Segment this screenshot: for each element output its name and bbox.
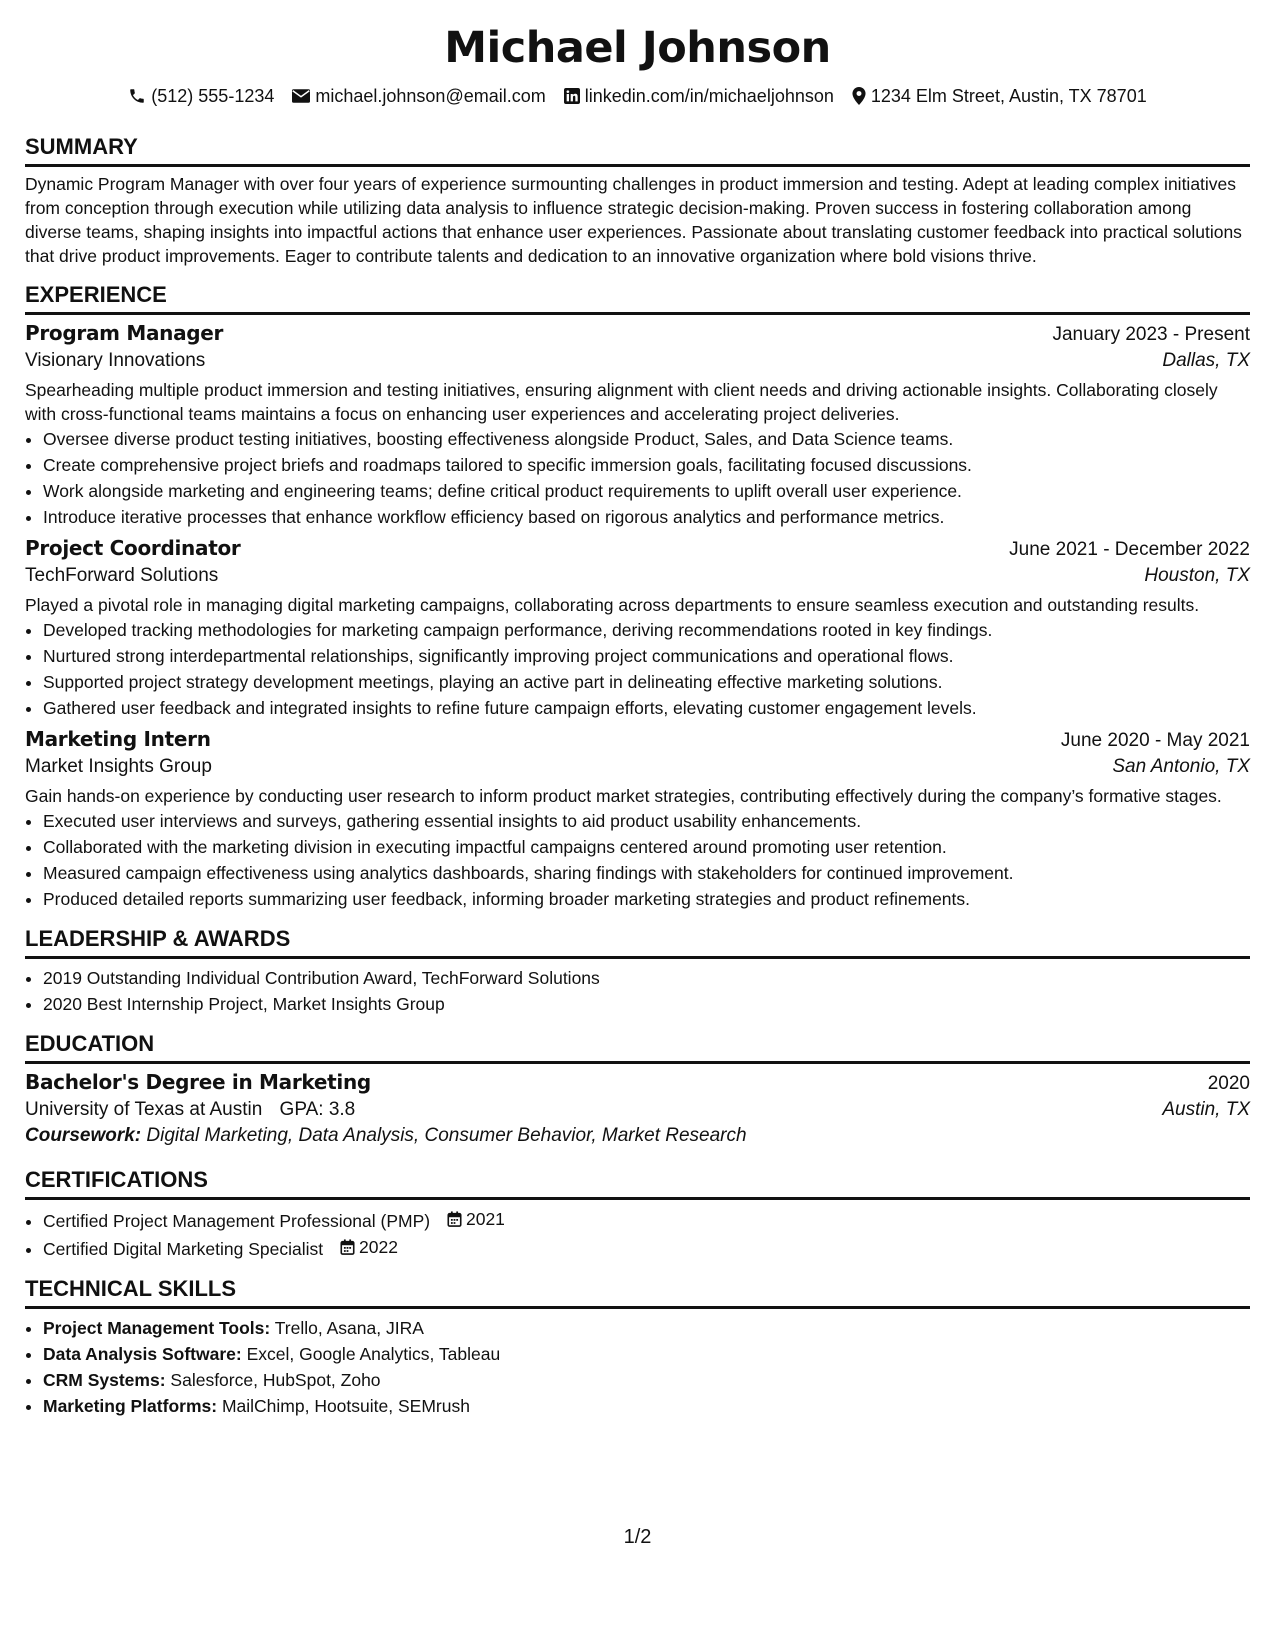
list-item: • Create comprehensive project briefs and roadmaps tailored to specific immersion goals, facilitating focused discussions. bbox=[43, 452, 1250, 478]
envelope-icon bbox=[292, 89, 310, 103]
degree-title: Bachelor's Degree in Marketing bbox=[25, 1070, 371, 1094]
skill-label: Marketing Platforms: bbox=[43, 1396, 218, 1416]
skill-value: Excel, Google Analytics, Tableau bbox=[246, 1344, 501, 1364]
coursework-label: Coursework: bbox=[25, 1125, 142, 1146]
awards-list bbox=[25, 965, 1250, 1017]
summary-section bbox=[25, 134, 1250, 268]
section-title-certifications: CERTIFICATIONS bbox=[25, 1167, 1250, 1200]
skill-label: Project Management Tools: bbox=[43, 1318, 271, 1338]
section-title-summary: SUMMARY bbox=[25, 134, 1250, 167]
job-title: Project Coordinator bbox=[25, 536, 241, 560]
certification-name: Certified Project Management Professional (PMP) bbox=[43, 1211, 431, 1231]
section-title-experience: EXPERIENCE bbox=[25, 282, 1250, 315]
coursework bbox=[25, 1125, 1250, 1147]
leadership-section bbox=[25, 926, 1250, 1017]
contact-linkedin[interactable] bbox=[564, 86, 834, 107]
calendar-icon bbox=[447, 1211, 462, 1227]
list-item: • Introduce iterative processes that enhance workflow efficiency based on rigorous analytics and performance metrics. bbox=[43, 504, 1250, 530]
certifications-section bbox=[25, 1167, 1250, 1262]
address-text: 1234 Elm Street, Austin, TX 78701 bbox=[870, 85, 1147, 106]
job-description: Played a pivotal role in managing digital marketing campaigns, collaborating across departments to ensure seamless execution and outstanding results. bbox=[25, 595, 1200, 615]
job-entry bbox=[25, 727, 1250, 912]
list-item: • 2020 Best Internship Project, Market Insights Group bbox=[43, 991, 1250, 1017]
skills-section bbox=[25, 1276, 1250, 1419]
list-item: • Nurtured strong interdepartmental relationships, significantly improving project communications and operational flows. bbox=[43, 643, 1250, 669]
school-name: University of Texas at Austin bbox=[25, 1099, 263, 1120]
job-location: Dallas, TX bbox=[1162, 350, 1250, 371]
job-bullets bbox=[25, 426, 1250, 530]
education-section bbox=[25, 1031, 1250, 1147]
list-item bbox=[43, 1367, 1250, 1393]
skill-value: Trello, Asana, JIRA bbox=[274, 1318, 424, 1338]
coursework-text: Digital Marketing, Data Analysis, Consumer Behavior, Market Research bbox=[146, 1125, 747, 1146]
summary-text: Dynamic Program Manager with over four years of experience surmounting challenges in product immersion and testing. Adept at leading complex initiatives from conception through execution while utilizing data analysis to influence strategic decision-making. Proven success in fostering collaboration among diverse teams, shaping insights into impactful actions that enhance user experiences. Passionate about translating customer feedback into practical solutions that drive product improvements. Eager to contribute talents and dedication to an innovative organization where bold visions thrive. bbox=[25, 174, 1242, 266]
list-item: • Supported project strategy development meetings, playing an active part in delineating effective marketing solutions. bbox=[43, 669, 1250, 695]
linkedin-icon bbox=[564, 88, 580, 104]
job-bullets bbox=[25, 617, 1250, 721]
list-item: • Developed tracking methodologies for marketing campaign performance, deriving recommendations rooted in key findings. bbox=[43, 617, 1250, 643]
job-company: Market Insights Group bbox=[25, 756, 212, 777]
section-title-skills: TECHNICAL SKILLS bbox=[25, 1276, 1250, 1309]
skill-label: CRM Systems: bbox=[43, 1370, 166, 1390]
certifications-list bbox=[25, 1206, 1250, 1262]
certification-date bbox=[340, 1234, 398, 1260]
list-item bbox=[43, 1341, 1250, 1367]
job-description: Gain hands-on experience by conducting user research to inform product market strategies, contributing effectively during the company’s formative stages. bbox=[25, 786, 1222, 806]
contact-email[interactable] bbox=[292, 86, 545, 107]
list-item: • Collaborated with the marketing division in executing impactful campaigns centered around promoting user retention. bbox=[43, 834, 1250, 860]
certification-name: Certified Digital Marketing Specialist bbox=[43, 1239, 324, 1259]
job-company: Visionary Innovations bbox=[25, 350, 206, 371]
email-text[interactable]: michael.johnson@email.com bbox=[315, 85, 546, 106]
certification-date bbox=[447, 1206, 505, 1232]
graduation-year: 2020 bbox=[1207, 1073, 1250, 1094]
skills-list bbox=[25, 1315, 1250, 1419]
section-title-education: EDUCATION bbox=[25, 1031, 1250, 1064]
list-item bbox=[43, 1234, 1250, 1262]
certification-year: 2022 bbox=[359, 1237, 398, 1257]
job-title: Program Manager bbox=[25, 321, 224, 345]
certification-year: 2021 bbox=[465, 1209, 505, 1229]
job-entry bbox=[25, 536, 1250, 721]
list-item: • Executed user interviews and surveys, gathering essential insights to aid product usability enhancements. bbox=[43, 808, 1250, 834]
list-item: • Produced detailed reports summarizing user feedback, informing broader marketing strategies and product refinements. bbox=[43, 886, 1250, 912]
list-item bbox=[43, 1315, 1250, 1341]
list-item: • Measured campaign effectiveness using analytics dashboards, sharing findings with stakeholders for continued improvement. bbox=[43, 860, 1250, 886]
job-dates: June 2021 - December 2022 bbox=[1009, 539, 1250, 560]
contact-phone bbox=[128, 86, 274, 107]
list-item: • Oversee diverse product testing initiatives, boosting effectiveness alongside Product, Sales, and Data Science teams. bbox=[43, 426, 1250, 452]
phone-text: (512) 555-1234 bbox=[151, 85, 275, 106]
job-company: TechForward Solutions bbox=[25, 565, 219, 586]
contact-bar bbox=[25, 84, 1250, 108]
skill-label: Data Analysis Software: bbox=[43, 1344, 242, 1364]
experience-section bbox=[25, 282, 1250, 912]
job-description: Spearheading multiple product immersion and testing initiatives, ensuring alignment with client needs and driving actionable insights. Collaborating closely with cross-functional teams maintains a focus on enhancing user experiences and accelerating project deliveries. bbox=[25, 380, 1218, 424]
resume-page bbox=[25, 0, 1250, 1419]
list-item bbox=[43, 1206, 1250, 1234]
job-location: Houston, TX bbox=[1144, 565, 1250, 586]
job-bullets bbox=[25, 808, 1250, 912]
page-number: 1/2 bbox=[623, 1526, 652, 1548]
gpa: GPA: 3.8 bbox=[279, 1099, 356, 1120]
job-dates: June 2020 - May 2021 bbox=[1060, 730, 1250, 751]
job-entry bbox=[25, 321, 1250, 530]
skill-value: MailChimp, Hootsuite, SEMrush bbox=[221, 1396, 470, 1416]
job-location: San Antonio, TX bbox=[1112, 756, 1250, 777]
list-item: • Work alongside marketing and engineering teams; define critical product requirements to uplift overall user experience. bbox=[43, 478, 1250, 504]
linkedin-text[interactable]: linkedin.com/in/michaeljohnson bbox=[584, 85, 834, 106]
list-item: • 2019 Outstanding Individual Contribution Award, TechForward Solutions bbox=[43, 965, 1250, 991]
calendar-icon bbox=[340, 1239, 355, 1255]
job-title: Marketing Intern bbox=[25, 727, 211, 751]
section-title-leadership: LEADERSHIP & AWARDS bbox=[25, 926, 1250, 959]
list-item: • Gathered user feedback and integrated insights to refine future campaign efforts, elevating customer engagement levels. bbox=[43, 695, 1250, 721]
skill-value: Salesforce, HubSpot, Zoho bbox=[170, 1370, 381, 1390]
phone-icon bbox=[128, 87, 146, 105]
list-item bbox=[43, 1393, 1250, 1419]
map-marker-icon bbox=[852, 87, 866, 105]
contact-address bbox=[852, 86, 1147, 107]
job-dates: January 2023 - Present bbox=[1052, 324, 1250, 345]
school-location: Austin, TX bbox=[1162, 1099, 1250, 1120]
candidate-name: Michael Johnson bbox=[444, 23, 831, 73]
